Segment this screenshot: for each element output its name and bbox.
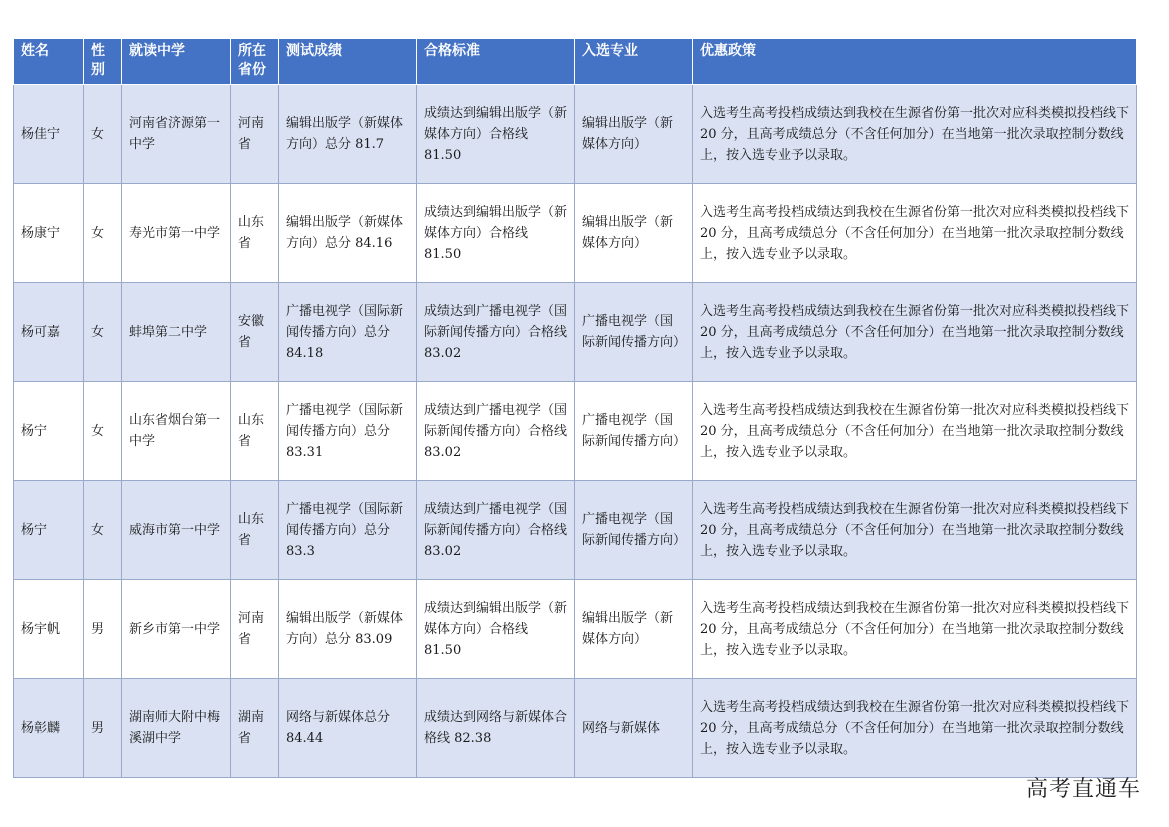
admission-table [13,38,1137,778]
cell-major: 广播电视学（国际新闻传播方向） [575,283,693,382]
col-header-policy: 优惠政策 [693,39,1137,85]
table-row [14,85,1137,184]
cell-school: 威海市第一中学 [122,481,231,580]
cell-major: 编辑出版学（新媒体方向） [575,184,693,283]
cell-name: 杨佳宁 [14,85,84,184]
cell-policy: 入选考生高考投档成绩达到我校在生源省份第一批次对应科类模拟投档线下 20 分，且高考成绩总分（不含任何加分）在当地第一批次录取控制分数线上，按入选专业予以录取。 [693,85,1137,184]
cell-province: 河南省 [231,580,279,679]
cell-policy: 入选考生高考投档成绩达到我校在生源省份第一批次对应科类模拟投档线下 20 分，且高考成绩总分（不含任何加分）在当地第一批次录取控制分数线上，按入选专业予以录取。 [693,481,1137,580]
col-header-province: 所在省份 [231,39,279,85]
cell-gender: 女 [84,184,122,283]
table-row [14,283,1137,382]
cell-gender: 男 [84,580,122,679]
col-header-school: 就读中学 [122,39,231,85]
cell-score: 编辑出版学（新媒体方向）总分 81.7 [279,85,417,184]
cell-policy: 入选考生高考投档成绩达到我校在生源省份第一批次对应科类模拟投档线下 20 分，且高考成绩总分（不含任何加分）在当地第一批次录取控制分数线上，按入选专业予以录取。 [693,184,1137,283]
cell-school: 蚌埠第二中学 [122,283,231,382]
cell-score: 编辑出版学（新媒体方向）总分 83.09 [279,580,417,679]
table-row [14,679,1137,778]
cell-gender: 男 [84,679,122,778]
cell-standard: 成绩达到编辑出版学（新媒体方向）合格线 81.50 [417,580,575,679]
cell-school: 河南省济源第一中学 [122,85,231,184]
table-body [14,85,1137,778]
cell-standard: 成绩达到广播电视学（国际新闻传播方向）合格线 83.02 [417,382,575,481]
cell-province: 河南省 [231,85,279,184]
cell-major: 广播电视学（国际新闻传播方向） [575,481,693,580]
cell-province: 安徽省 [231,283,279,382]
table-row [14,481,1137,580]
cell-gender: 女 [84,481,122,580]
col-header-standard: 合格标准 [417,39,575,85]
header-row [14,39,1137,85]
cell-standard: 成绩达到广播电视学（国际新闻传播方向）合格线 83.02 [417,481,575,580]
cell-province: 山东省 [231,184,279,283]
cell-policy: 入选考生高考投档成绩达到我校在生源省份第一批次对应科类模拟投档线下 20 分，且高考成绩总分（不含任何加分）在当地第一批次录取控制分数线上，按入选专业予以录取。 [693,679,1137,778]
cell-gender: 女 [84,283,122,382]
cell-name: 杨宇帆 [14,580,84,679]
cell-major: 网络与新媒体 [575,679,693,778]
cell-score: 编辑出版学（新媒体方向）总分 84.16 [279,184,417,283]
col-header-score: 测试成绩 [279,39,417,85]
cell-name: 杨可嘉 [14,283,84,382]
cell-school: 湖南师大附中梅溪湖中学 [122,679,231,778]
cell-score: 广播电视学（国际新闻传播方向）总分 84.18 [279,283,417,382]
table-header [14,39,1137,85]
cell-standard: 成绩达到编辑出版学（新媒体方向）合格线 81.50 [417,85,575,184]
cell-gender: 女 [84,382,122,481]
table-row [14,184,1137,283]
cell-province: 山东省 [231,382,279,481]
cell-major: 编辑出版学（新媒体方向） [575,85,693,184]
cell-school: 山东省烟台第一中学 [122,382,231,481]
table-row [14,382,1137,481]
cell-school: 寿光市第一中学 [122,184,231,283]
cell-province: 山东省 [231,481,279,580]
cell-policy: 入选考生高考投档成绩达到我校在生源省份第一批次对应科类模拟投档线下 20 分，且高考成绩总分（不含任何加分）在当地第一批次录取控制分数线上，按入选专业予以录取。 [693,580,1137,679]
cell-name: 杨康宁 [14,184,84,283]
col-header-gender: 性别 [84,39,122,85]
cell-standard: 成绩达到网络与新媒体合格线 82.38 [417,679,575,778]
cell-name: 杨彰麟 [14,679,84,778]
cell-gender: 女 [84,85,122,184]
cell-name: 杨宁 [14,382,84,481]
col-header-major: 入选专业 [575,39,693,85]
cell-name: 杨宁 [14,481,84,580]
cell-province: 湖南省 [231,679,279,778]
cell-policy: 入选考生高考投档成绩达到我校在生源省份第一批次对应科类模拟投档线下 20 分，且高考成绩总分（不含任何加分）在当地第一批次录取控制分数线上，按入选专业予以录取。 [693,283,1137,382]
table-row [14,580,1137,679]
cell-standard: 成绩达到广播电视学（国际新闻传播方向）合格线 83.02 [417,283,575,382]
cell-school: 新乡市第一中学 [122,580,231,679]
watermark-text: 高考直通车 [1025,777,1141,802]
cell-score: 网络与新媒体总分 84.44 [279,679,417,778]
cell-major: 编辑出版学（新媒体方向） [575,580,693,679]
cell-score: 广播电视学（国际新闻传播方向）总分 83.3 [279,481,417,580]
cell-policy: 入选考生高考投档成绩达到我校在生源省份第一批次对应科类模拟投档线下 20 分，且高考成绩总分（不含任何加分）在当地第一批次录取控制分数线上，按入选专业予以录取。 [693,382,1137,481]
cell-standard: 成绩达到编辑出版学（新媒体方向）合格线 81.50 [417,184,575,283]
cell-score: 广播电视学（国际新闻传播方向）总分 83.31 [279,382,417,481]
cell-major: 广播电视学（国际新闻传播方向） [575,382,693,481]
col-header-name: 姓名 [14,39,84,85]
